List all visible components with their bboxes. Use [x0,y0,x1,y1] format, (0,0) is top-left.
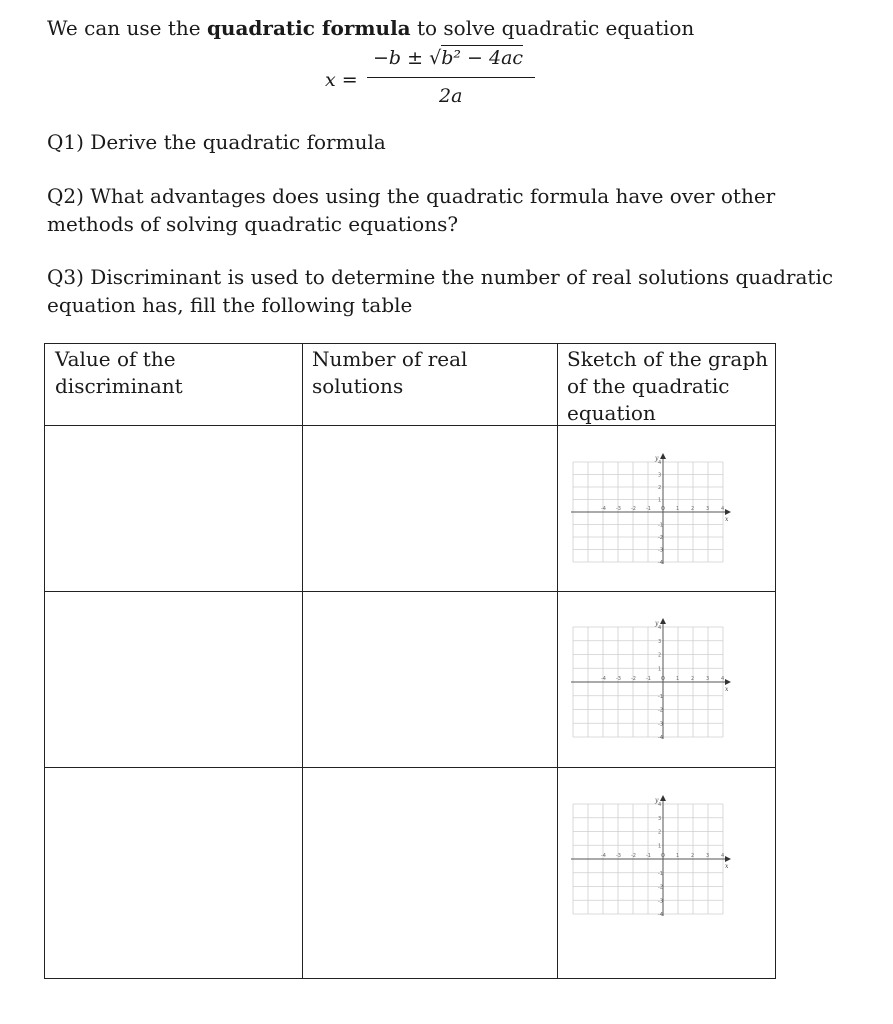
y-tick-label: 4 [658,460,662,466]
x-tick-label: -3 [616,676,621,682]
y-tick-label: 4 [658,802,662,808]
y-tick-label: -2 [658,535,663,541]
intro-bold: quadratic formula [206,16,411,40]
x-tick-label: -2 [631,506,636,512]
y-tick-label: -4 [658,912,663,918]
x-tick-label: -4 [601,676,606,682]
y-tick-label: -1 [658,870,663,877]
x-axis-arrow-icon [725,679,731,685]
y-tick-label: 4 [658,625,662,631]
x-tick-label: -1 [646,676,651,682]
y-axis-arrow-icon [660,795,666,801]
y-tick-label: 1 [658,666,662,673]
y-tick-label: 1 [658,497,662,504]
y-tick-label: 3 [658,472,662,479]
y-tick-label: -2 [658,884,663,891]
column-divider [557,344,558,978]
x-tick-label: 3 [706,853,710,859]
row-divider [45,767,775,768]
formula-lhs: x = [325,69,358,91]
x-tick-label: 3 [706,506,710,512]
x-tick-label: -1 [646,506,651,512]
x-tick-label: 2 [691,506,695,512]
x-tick-label: O [661,506,665,512]
coordinate-grid-1 [567,452,733,568]
question-3: Q3) Discriminant is used to determine the number of real solutions quadratic equation has, fill the following table [47,265,834,317]
x-tick-label: 4 [721,676,725,682]
x-tick-label: 3 [706,676,710,682]
y-tick-label: -3 [658,547,663,554]
x-axis-label: x [725,686,729,693]
y-axis-arrow-icon [660,618,666,624]
x-tick-label: O [661,853,665,859]
x-tick-label: 4 [721,506,725,512]
y-tick-label: 2 [658,485,662,491]
formula-numerator-prefix: −b ± √ [373,47,442,69]
x-tick-label: -3 [616,506,621,512]
y-tick-label: -1 [658,693,663,700]
discriminant-table [44,343,776,979]
y-axis-arrow-icon [660,453,666,459]
y-axis-label: y [655,455,659,462]
formula-numerator [373,47,523,69]
formula-radicand: b² − 4ac [441,47,524,69]
quadratic-formula [325,47,545,113]
intro-suffix: to solve quadratic equation [410,16,695,40]
intro-text [47,16,694,40]
x-axis-arrow-icon [725,509,731,515]
x-tick-label: 1 [676,506,680,512]
y-axis-label: y [655,620,659,627]
y-tick-label: -3 [658,898,663,905]
y-tick-label: 3 [658,638,662,645]
y-axis-label: y [655,797,659,804]
question-1: Q1) Derive the quadratic formula [47,130,386,154]
y-tick-label: -1 [658,522,663,529]
x-tick-label: 4 [721,853,725,859]
x-axis-label: x [725,516,729,523]
x-tick-label: -4 [601,506,606,512]
y-tick-label: -2 [658,707,663,714]
x-tick-label: 1 [676,676,680,682]
header-sketch: Sketch of the graph of the quadratic equation [567,347,769,425]
y-tick-label: -3 [658,721,663,728]
question-2: Q2) What advantages does using the quadratic formula have over other methods of solving quadratic equations? [47,184,776,236]
fraction-bar [367,77,535,78]
x-tick-label: 1 [676,853,680,859]
x-axis-arrow-icon [725,856,731,862]
coordinate-grid-2 [567,617,733,743]
header-discriminant: Value of the discriminant [55,347,183,398]
formula-denominator: 2a [439,85,463,107]
x-tick-label: -4 [601,853,606,859]
y-tick-label: 3 [658,815,662,822]
header-solutions: Number of real solutions [312,347,468,398]
y-tick-label: -4 [658,735,663,741]
intro-prefix: We can use the [47,16,207,40]
x-tick-label: 2 [691,676,695,682]
x-tick-label: -2 [631,676,636,682]
x-axis-label: x [725,863,729,870]
y-tick-label: 2 [658,829,662,836]
x-tick-label: 2 [691,853,695,859]
row-divider [45,591,775,592]
x-tick-label: -1 [646,853,651,859]
y-tick-label: 1 [658,843,662,850]
x-tick-label: O [661,676,665,682]
x-tick-label: -2 [631,853,636,859]
y-tick-label: -4 [658,560,663,566]
x-tick-label: -3 [616,853,621,859]
column-divider [302,344,303,978]
y-tick-label: 2 [658,652,662,659]
coordinate-grid-3 [567,794,733,920]
